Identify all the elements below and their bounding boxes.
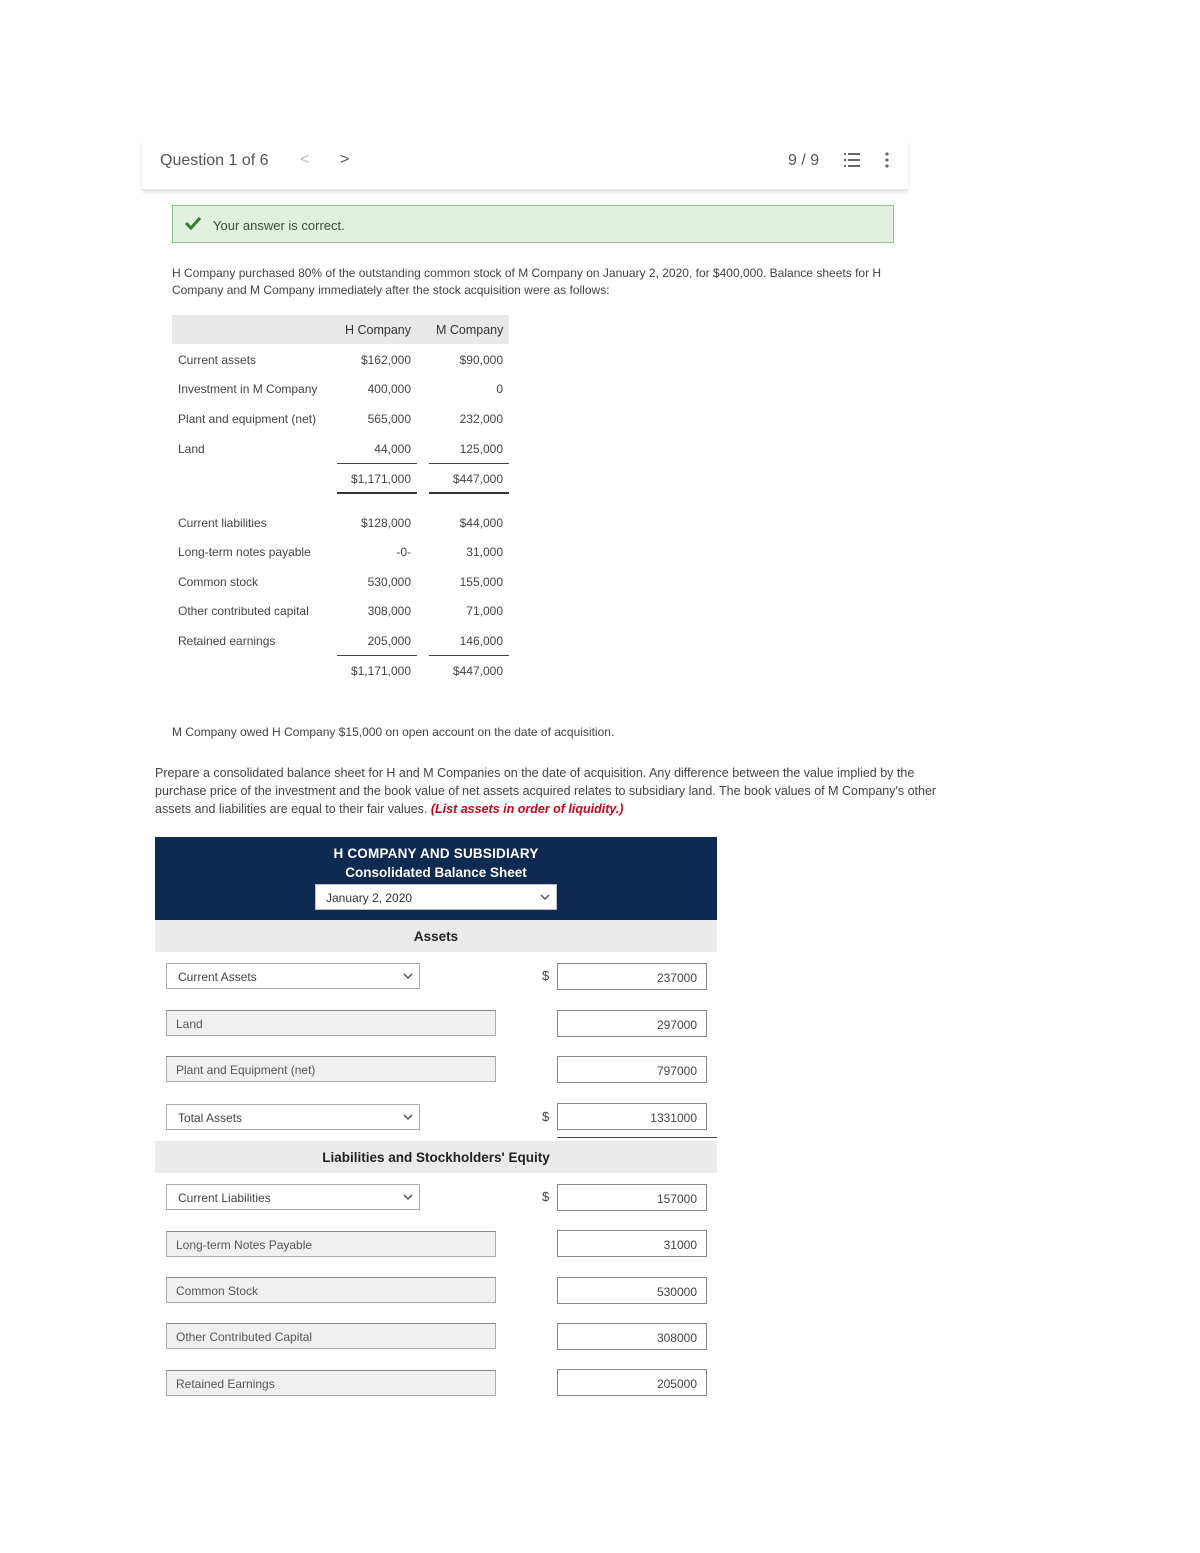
current-liabilities-select[interactable]: Current Liabilities bbox=[166, 1184, 420, 1210]
question-label: Question 1 of 6 bbox=[160, 152, 269, 169]
assets-section bbox=[155, 920, 717, 952]
form-title: Consolidated Balance Sheet bbox=[345, 865, 527, 880]
assets-title: Assets bbox=[413, 929, 459, 944]
col-h-company: H Company bbox=[345, 323, 411, 337]
form-header bbox=[155, 837, 717, 920]
form-company: H COMPANY AND SUBSIDIARY bbox=[333, 846, 539, 861]
retained-earnings-field[interactable]: Retained Earnings bbox=[166, 1370, 496, 1396]
chevron-down-icon bbox=[403, 1192, 413, 1202]
plant-equipment-field[interactable]: Plant and Equipment (net) bbox=[166, 1056, 496, 1082]
correct-banner bbox=[172, 205, 894, 243]
col-m-company: M Company bbox=[436, 323, 504, 337]
total-assets-amount[interactable]: 1331000 bbox=[557, 1103, 707, 1130]
table-header bbox=[172, 315, 509, 344]
score-label: 9 / 9 bbox=[788, 152, 820, 169]
dollar-sign: $ bbox=[542, 1189, 550, 1204]
date-select[interactable] bbox=[315, 884, 557, 910]
land-field[interactable]: Land bbox=[166, 1010, 496, 1036]
subtotal-rule bbox=[337, 655, 417, 656]
dollar-sign: $ bbox=[542, 1109, 550, 1124]
dollar-sign: $ bbox=[542, 968, 550, 983]
instructions-hint: (List assets in order of liquidity.) bbox=[430, 802, 624, 816]
current-assets-amount[interactable]: 237000 bbox=[557, 963, 707, 990]
date-select-value: January 2, 2020 bbox=[326, 891, 413, 905]
total-rule bbox=[337, 492, 417, 494]
current-liabilities-amount[interactable]: 157000 bbox=[557, 1184, 707, 1211]
problem-instructions bbox=[155, 764, 955, 818]
liabilities-section bbox=[155, 1141, 717, 1173]
current-assets-select[interactable]: Current Assets bbox=[166, 963, 420, 989]
chevron-left-icon[interactable]: < bbox=[300, 151, 310, 168]
total-rule bbox=[557, 1137, 717, 1138]
problem-intro: H Company purchased 80% of the outstanding common stock of M Company on January 2, 2020, for $400,000. Balance sheets for H Company and M Company immediately after the stock acquisition were as follows: bbox=[172, 266, 882, 297]
retained-earnings-amount[interactable]: 205000 bbox=[557, 1369, 707, 1396]
instructions-text: Prepare a consolidated balance sheet for H and M Companies on the date of acquisition. Any difference between the value implied by the purchase price of the investment and the book value of net assets acquired relates to subsidiary land. The book values of M Company's other assets and liabilities are equal to their fair values. bbox=[155, 766, 937, 816]
plant-equipment-amount[interactable]: 797000 bbox=[557, 1056, 707, 1083]
chevron-down-icon bbox=[403, 971, 413, 981]
land-amount[interactable]: 297000 bbox=[557, 1010, 707, 1037]
subtotal-rule bbox=[429, 655, 509, 656]
total-rule bbox=[429, 492, 509, 494]
subtotal-rule bbox=[337, 463, 417, 464]
liabilities-title: Liabilities and Stockholders' Equity bbox=[322, 1150, 550, 1165]
common-stock-field[interactable]: Common Stock bbox=[166, 1277, 496, 1303]
chevron-right-icon[interactable]: > bbox=[340, 151, 350, 168]
chevron-down-icon bbox=[540, 892, 550, 902]
problem-note: M Company owed H Company $15,000 on open account on the date of acquisition. bbox=[172, 725, 615, 739]
check-icon bbox=[185, 216, 201, 230]
correct-text: Your answer is correct. bbox=[213, 218, 345, 233]
other-contributed-capital-field[interactable]: Other Contributed Capital bbox=[166, 1323, 496, 1349]
total-assets-select[interactable]: Total Assets bbox=[166, 1104, 420, 1130]
more-vertical-icon[interactable] bbox=[884, 151, 890, 169]
subtotal-rule bbox=[429, 463, 509, 464]
long-term-notes-field[interactable]: Long-term Notes Payable bbox=[166, 1231, 496, 1257]
common-stock-amount[interactable]: 530000 bbox=[557, 1277, 707, 1304]
chevron-down-icon bbox=[403, 1112, 413, 1122]
list-icon[interactable] bbox=[844, 151, 860, 169]
long-term-notes-amount[interactable]: 31000 bbox=[557, 1230, 707, 1257]
other-contributed-capital-amount[interactable]: 308000 bbox=[557, 1323, 707, 1350]
question-header bbox=[142, 141, 908, 190]
